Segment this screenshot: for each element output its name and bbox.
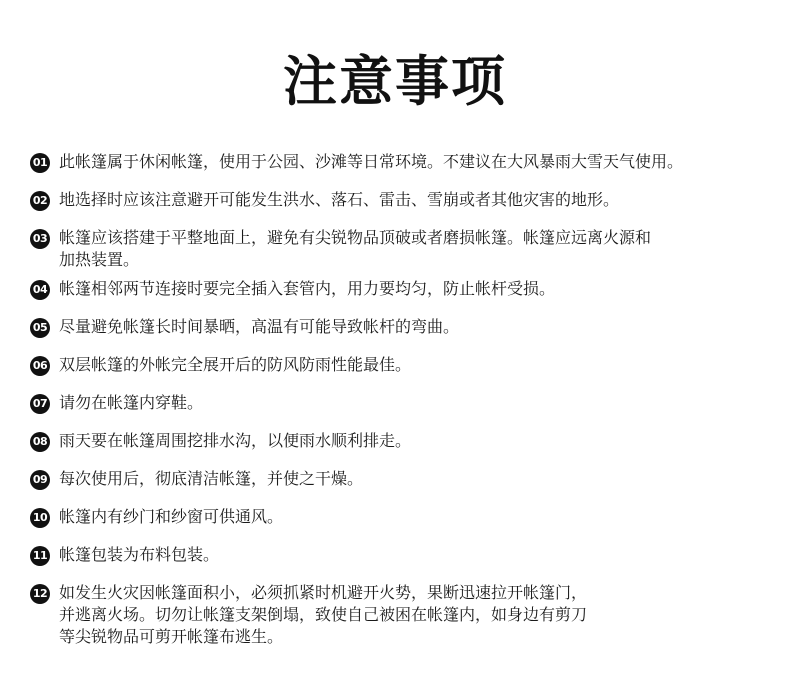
note-number-badge: 06	[30, 356, 50, 376]
note-list	[30, 151, 770, 648]
note-number-badge: 02	[30, 191, 50, 211]
note-item	[30, 316, 770, 343]
note-number-badge: 09	[30, 470, 50, 490]
note-number-badge: 07	[30, 394, 50, 414]
note-text: 每次使用后，彻底清洁帐篷，并使之干燥。	[59, 469, 364, 488]
note-number-badge: 08	[30, 432, 50, 452]
note-item	[30, 151, 770, 178]
note-text: 尽量避免帐篷长时间暴晒，高温有可能导致帐杆的弯曲。	[59, 317, 460, 336]
note-item	[30, 582, 770, 648]
note-number-badge: 11	[30, 546, 50, 566]
note-item	[30, 468, 770, 495]
note-item	[30, 278, 770, 305]
note-number-badge: 01	[30, 153, 50, 173]
note-item	[30, 392, 770, 419]
note-item	[30, 544, 770, 571]
note-number-badge: 04	[30, 280, 50, 300]
note-text: 如发生火灾因帐篷面积小，必须抓紧时机避开火势，果断迅速拉开帐篷门， 并逃离火场。切勿让帐篷支架倒塌，致使自己被困在帐篷内，如身边有剪刀 等尖锐物品可剪开帐篷布逃生。	[59, 583, 588, 646]
note-text: 帐篷包装为布料包装。	[59, 545, 220, 564]
note-item	[30, 189, 770, 216]
note-text: 此帐篷属于休闲帐篷，使用于公园、沙滩等日常环境。不建议在大风暴雨大雪天气使用。	[59, 152, 684, 171]
note-item	[30, 430, 770, 457]
note-text: 请勿在帐篷内穿鞋。	[59, 393, 204, 412]
note-number-badge: 10	[30, 508, 50, 528]
note-number-badge: 03	[30, 229, 50, 249]
note-item	[30, 354, 770, 381]
note-text: 雨天要在帐篷周围挖排水沟，以便雨水顺利排走。	[59, 431, 412, 450]
page-title: 注意事项	[283, 50, 507, 113]
note-number-badge: 12	[30, 584, 50, 604]
note-item	[30, 227, 770, 276]
note-item	[30, 506, 770, 533]
note-text: 帐篷内有纱门和纱窗可供通风。	[59, 507, 284, 526]
note-text: 双层帐篷的外帐完全展开后的防风防雨性能最佳。	[59, 355, 412, 374]
note-text: 帐篷相邻两节连接时要完全插入套管内，用力要均匀，防止帐杆受损。	[59, 279, 556, 298]
note-text: 地选择时应该注意避开可能发生洪水、落石、雷击、雪崩或者其他灾害的地形。	[59, 190, 620, 209]
note-number-badge: 05	[30, 318, 50, 338]
note-text: 帐篷应该搭建于平整地面上，避免有尖锐物品顶破或者磨损帐篷。帐篷应远离火源和 加热装置。	[59, 228, 652, 269]
